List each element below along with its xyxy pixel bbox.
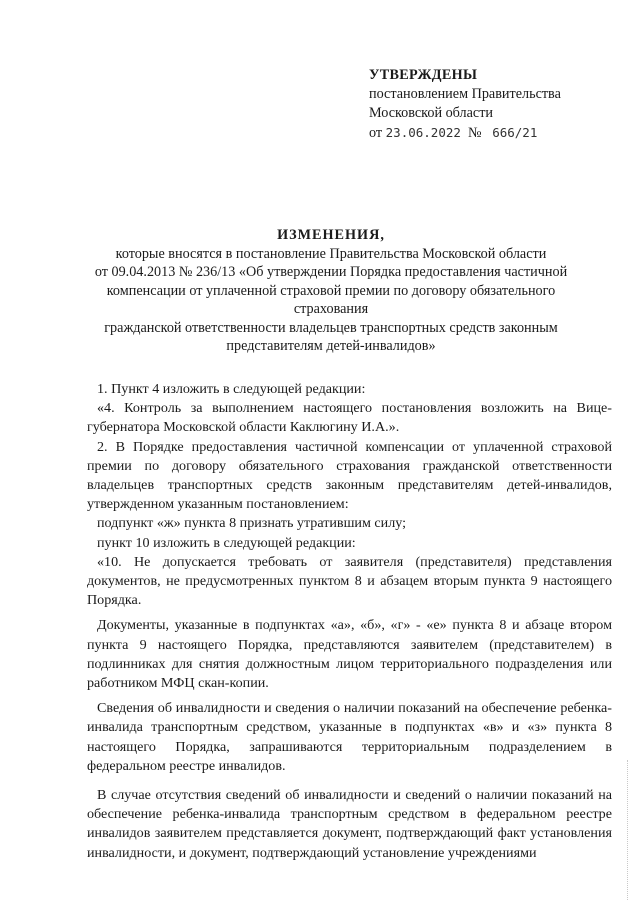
document-body bbox=[87, 380, 612, 863]
paragraph-2: «4. Контроль за выполнением настоящего постановления возложить на Вице-губернатора Московской области Каклюгину И.А.». bbox=[87, 400, 612, 436]
paragraph-9: В случае отсутствия сведений об инвалидности и сведений о наличии показаний на обеспечение ребенка-инвалида транспортным средством в федеральном реестре инвалидов заявителем представляется документ, подтверждающий факт установления инвалидности, и документ, подтверждающий установление учреждениями bbox=[87, 787, 612, 861]
heading-line-1: которые вносятся в постановление Правительства Московской области bbox=[115, 245, 547, 262]
heading-line-3: компенсации от уплаченной страховой премии по договору обязательного страхования bbox=[106, 282, 556, 317]
paragraph-8: Сведения об инвалидности и сведения о наличии показаний на обеспечение ребенка-инвалида транспортным средством, указанные в подпунктах «в» и «з» пункта 8 настоящего Порядка, запрашиваются территориальным подразделением в федеральном реестре инвалидов. bbox=[87, 700, 612, 774]
approval-line-2: Московской области bbox=[369, 105, 494, 121]
approval-date: 23.06.2022 bbox=[385, 125, 461, 140]
approval-block bbox=[369, 66, 561, 143]
approval-date-prefix: от bbox=[369, 125, 383, 141]
approval-number-prefix: № bbox=[468, 125, 482, 141]
scan-edge-mark bbox=[627, 760, 636, 900]
heading-line-4: гражданской ответственности владельцев транспортных средств законным bbox=[104, 319, 558, 336]
heading-line-2: от 09.04.2013 № 236/13 «Об утверждении Порядка предоставления частичной bbox=[94, 264, 568, 280]
approval-line-1: постановлением Правительства bbox=[369, 86, 561, 102]
paragraph-3: 2. В Порядке предоставления частичной компенсации от уплаченной страховой премии по договору обязательного страхования гражданской ответственности владельцев транспортных средств законным представителям детей-инвалидов, утвержденном указанным постановлением: bbox=[87, 438, 612, 513]
approval-date-line bbox=[369, 123, 561, 143]
paragraph-7: Документы, указанные в подпунктах «а», «б», «г» - «е» пункта 8 и абзаце втором пункта 9 настоящего Порядка, представляются заявителем (представителем) в подлинниках для снятия должностным лицом территориального подразделения или работником МФЦ скан-копии. bbox=[87, 617, 612, 692]
paragraph-5: пункт 10 изложить в следующей редакции: bbox=[97, 534, 356, 551]
approval-number: 666/21 bbox=[492, 125, 538, 140]
paragraph-1: 1. Пункт 4 изложить в следующей редакции: bbox=[97, 381, 366, 397]
paragraph-4: подпункт «ж» пункта 8 признать утратившим силу; bbox=[97, 515, 407, 532]
paragraph-6: «10. Не допускается требовать от заявителя (представителя) представления документов, не предусмотренных пунктом 8 и абзацем вторым пункта 9 настоящего Порядка. bbox=[87, 553, 612, 609]
approval-title: УТВЕРЖДЕНЫ bbox=[369, 67, 478, 83]
document-heading bbox=[80, 226, 582, 356]
heading-line-5: представителям детей-инвалидов» bbox=[226, 338, 436, 354]
heading-title: ИЗМЕНЕНИЯ, bbox=[277, 227, 385, 243]
